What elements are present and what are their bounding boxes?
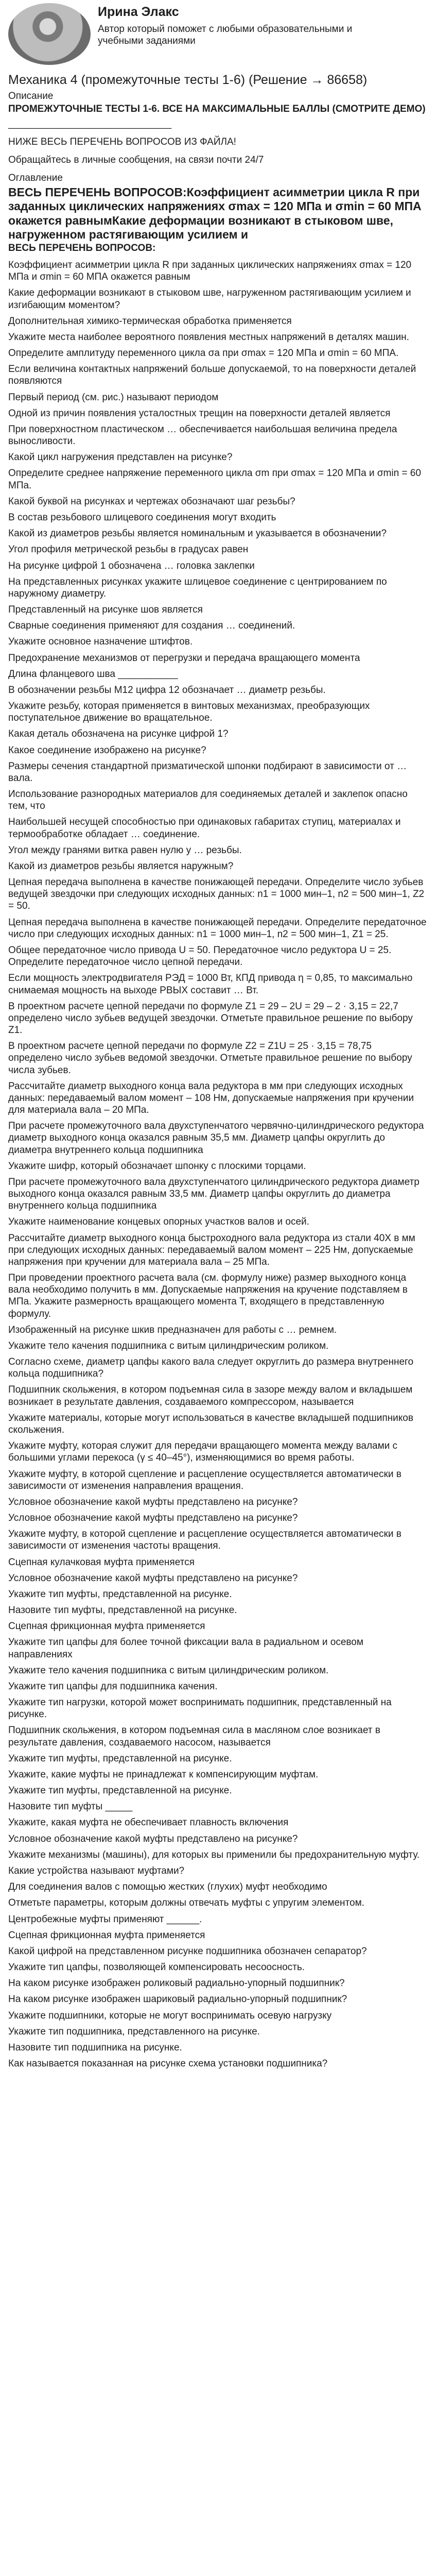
question-item: Для соединения валов с помощью жестких (глухих) муфт необходимо — [8, 1882, 327, 1893]
question-item: Использование разнородных материалов для соединяемых деталей и заклепок опасно тем, что — [8, 789, 408, 812]
divider-line: ______________________________ — [8, 118, 172, 129]
question-item: Какой из диаметров резьбы является наружным? — [8, 860, 234, 872]
question-item: Угол между гранями витка равен нулю у … резьбы. — [8, 844, 242, 856]
question-item: На представленных рисунках укажите шлицевое соединение с центрированием по наружному диаметру. — [8, 576, 387, 599]
question-item: В проектном расчете цепной передачи по формуле Z2 = Z1U = 25 · 3,15 = 78,75 определено число зубьев ведомой звездочки. Отметьте правильное решение по выбору числа зубьев. — [8, 1041, 412, 1076]
question-item: Согласно схеме, диаметр цапфы какого вала следует округлить до размера внутреннего кольца подшипника? — [8, 1357, 414, 1380]
question-item: Укажите тип цапфы для подшипника качения. — [8, 1681, 218, 1692]
question-item: Сцепная фрикционная муфта применяется — [8, 1621, 205, 1632]
question-item: Цепная передача выполнена в качестве понижающей передачи. Определите передаточное число при следующих исходных данных: n1 = 1000 мин–1, n2 = 500 мин–1, Z1 = 25. — [8, 917, 427, 940]
question-item: Укажите материалы, которые могут использоваться в качестве вкладышей подшипников скольжения. — [8, 1412, 413, 1435]
question-item: Подшипник скольжения, в котором подъемная сила в масляном слое возникает в результате давления, создаваемого насосом, называется — [8, 1725, 380, 1748]
question-item: Рассчитайте диаметр выходного конца вала редуктора в мм при следующих исходных данных: передаваемый валом момент – 108 Нм, допускаемые напряжения при кручении для материала вала – 20 МПа. — [8, 1080, 414, 1116]
question-item: Укажите тип цапфы, позволяющей компенсировать несоосность. — [8, 1962, 305, 1973]
question-item: Центробежные муфты применяют ______. — [8, 1913, 202, 1925]
question-item: Сцепная фрикционная муфта применяется — [8, 1929, 205, 1941]
question-item: Коэффициент асимметрии цикла R при заданных циклических напряжениях σmax = 120 МПа и σmin = 60 МПА окажется равным — [8, 260, 412, 283]
question-item: Какой цикл нагружения представлен на рисунке? — [8, 452, 233, 463]
question-item: Подшипник скольжения, в котором подъемная сила в зазоре между валом и вкладышем возникает в результате давления, создаваемого компрессором, называется — [8, 1384, 413, 1408]
question-item: При проведении проектного расчета вала (см. формулу ниже) размер выходного конца вала необходимо получить в мм. Допускаемые напряжения на кручение подставляем в МПа. Укажите размерность вращающего момента Т, входящего в представленную формулу. — [8, 1273, 408, 1319]
question-item: На каком рисунке изображен шариковый радиально-упорный подшипник? — [8, 1994, 347, 2005]
question-item: Размеры сечения стандартной призматической шпонки подбирают в зависимости от … вала. — [8, 760, 407, 784]
question-item: Укажите подшипники, которые не могут воспринимать осевую нагрузку — [8, 2010, 332, 2021]
question-item: Какой цифрой на представленном рисунке подшипника обозначен сепаратор? — [8, 1945, 367, 1957]
question-item: Укажите муфту, в которой сцепление и расцепление осуществляется автоматически в зависимости от изменения частоты вращения. — [8, 1529, 402, 1552]
question-item: Условное обозначение какой муфты представлено на рисунке? — [8, 1572, 298, 1584]
question-list — [8, 259, 428, 2070]
question-item: Какой из диаметров резьбы является номинальным и указывается в обозначении? — [8, 528, 387, 539]
question-item: Как называется показанная на рисунке схема установки подшипника? — [8, 2058, 328, 2070]
page-title: Механика 4 (промежуточные тесты 1-6) (Решение → 86658) — [8, 73, 368, 87]
question-item: Цепная передача выполнена в качестве понижающей передачи. Определите число зубьев ведущей звездочки при следующих исходных данных: n1 = 1000 мин–1, n2 = 500 мин–1, Z2 = 50. — [8, 877, 425, 912]
question-item: Общее передаточное число привода U = 50. Передаточное число редуктора U = 25. Определите передаточное число цепной передачи. — [8, 944, 392, 968]
question-item: Какие устройства называют муфтами? — [8, 1865, 185, 1876]
question-item: Укажите муфту, которая служит для передачи вращающего момента между валами с большими углами перекоса (γ ≤ 40–45°), изменяющимися во время работы. — [8, 1440, 398, 1464]
description-heading: ПРОМЕЖУТОЧНЫЕ ТЕСТЫ 1-6. ВСЕ НА МАКСИМАЛЬНЫЕ БАЛЛЫ (СМОТРИТЕ ДЕМО) — [8, 103, 426, 114]
question-item: Какое соединение изображено на рисунке? — [8, 744, 206, 756]
question-item: Угол профиля метрической резьбы в градусах равен — [8, 544, 249, 555]
question-item: Дополнительная химико-термическая обработка применяется — [8, 315, 292, 327]
question-item: В состав резьбового шлицевого соединения могут входить — [8, 512, 276, 523]
question-item: Назовите тип муфты _____ — [8, 1801, 133, 1812]
question-item: Условное обозначение какой муфты представлено на рисунке? — [8, 1496, 298, 1507]
question-item: При расчете промежуточного вала двухступенчатого цилиндрического редуктора диаметр выходного конца оказался равным 33,5 мм. Диаметр цапфы округлить до диаметра внутреннего кольца подшипника — [8, 1176, 420, 1212]
question-item: Какие деформации возникают в стыковом шве, нагруженном растягивающим усилием и изгибающим моментом? — [8, 287, 411, 311]
question-item: Укажите тип подшипника, представленного на рисунке. — [8, 2026, 260, 2037]
question-item: Укажите тип муфты, представленной на рисунке. — [8, 1753, 232, 1764]
author-description: Автор который поможет с любыми образовательными и учебными заданиями — [98, 23, 353, 47]
question-item: Условное обозначение какой муфты представлено на рисунке? — [8, 1833, 298, 1844]
question-item: Определите среднее напряжение переменного цикла σm при σmax = 120 МПа и σmin = 60 МПа. — [8, 468, 421, 491]
question-item: Первый период (см. рис.) называют периодом — [8, 392, 219, 403]
question-item: Укажите механизмы (машины), для которых вы применили бы предохранительную муфту. — [8, 1849, 420, 1860]
author-header — [8, 3, 428, 65]
question-item: Какая деталь обозначена на рисунке цифрой 1? — [8, 728, 229, 740]
question-item: Представленный на рисунке шов является — [8, 604, 203, 616]
author-name[interactable]: Ирина Элакс — [98, 5, 179, 19]
question-item: Укажите основное назначение штифтов. — [8, 636, 193, 648]
toc-subheading: ВЕСЬ ПЕРЕЧЕНЬ ВОПРОСОВ: — [8, 242, 156, 253]
question-item: Укажите шифр, который обозначает шпонку с плоскими торцами. — [8, 1160, 306, 1172]
question-item: Укажите, какая муфта не обеспечивает плавность включения — [8, 1817, 289, 1828]
question-item: Укажите тип муфты, представленной на рисунке. — [8, 1588, 232, 1600]
question-item: Укажите тело качения подшипника с витым цилиндрическим роликом. — [8, 1665, 329, 1676]
question-item: Одной из причин появления усталостных трещин на поверхности деталей является — [8, 408, 391, 419]
question-item: В обозначении резьбы М12 цифра 12 обозначает … диаметр резьбы. — [8, 684, 326, 696]
question-item: Определите амплитуду переменного цикла σа при σmax = 120 МПа и σmin = 60 МПА. — [8, 348, 399, 359]
question-item: Укажите тип цапфы для более точной фиксации вала в радиальном и осевом направлениях — [8, 1637, 363, 1660]
notice-all-questions: НИЖЕ ВЕСЬ ПЕРЕЧЕНЬ ВОПРОСОВ ИЗ ФАЙЛА! — [8, 137, 236, 148]
question-item: Укажите муфту, в которой сцепление и расцепление осуществляется автоматически в зависимости от изменения направления вращения. — [8, 1468, 402, 1492]
question-item: В проектном расчете цепной передачи по формуле Z1 = 29 – 2U = 29 – 2 · 3,15 = 22,7 определено число зубьев ведущей звездочки. Отметьте правильное решение по выбору Z1. — [8, 1001, 413, 1036]
question-item: Укажите тело качения подшипника с витым цилиндрическим роликом. — [8, 1340, 329, 1351]
question-item: Укажите тип нагрузки, которой может воспринимать подшипник, представленный на рисунке. — [8, 1697, 392, 1720]
question-item: Длина фланцевого шва ___________ — [8, 668, 178, 680]
question-item: Сцепная кулачковая муфта применяется — [8, 1556, 195, 1568]
notice-contact: Обращайтесь в личные сообщения, на связи почти 24/7 — [8, 155, 264, 166]
question-item: При расчете промежуточного вала двухступенчатого червячно-цилиндрического редуктора диаметр выходного конца оказался равным 35,5 мм. Диаметр цапфы округлить до диаметра внутреннего кольца подшипника — [8, 1121, 424, 1156]
author-info — [98, 3, 386, 47]
description-label: Описание — [8, 90, 54, 101]
toc-heading: ВЕСЬ ПЕРЕЧЕНЬ ВОПРОСОВ:Коэффициент асимметрии цикла R при заданных циклических напряжениях σmax = 120 МПа и σmin = 60 МПА окажется равнымКакие деформации возникают в стыковом шве, нагруженном растягивающим усилием и — [8, 185, 422, 242]
question-item: Укажите наименование концевых опорных участков валов и осей. — [8, 1216, 309, 1228]
question-item: Условное обозначение какой муфты представлено на рисунке? — [8, 1513, 298, 1524]
question-item: Назовите тип подшипника на рисунке. — [8, 2042, 182, 2053]
question-item: Сварные соединения применяют для создания … соединений. — [8, 620, 295, 632]
question-item: Отметьте параметры, которым должны отвечать муфты с упругим элементом. — [8, 1897, 364, 1909]
question-item: Какой буквой на рисунках и чертежах обозначают шаг резьбы? — [8, 496, 295, 507]
question-item: Укажите тип муфты, представленной на рисунке. — [8, 1785, 232, 1797]
author-avatar[interactable] — [8, 3, 91, 65]
question-item: При поверхностном пластическом … обеспечивается наибольшая величина предела выносливости. — [8, 423, 397, 447]
question-item: На каком рисунке изображен роликовый радиально-упорный подшипник? — [8, 1978, 345, 1989]
question-item: Укажите места наиболее вероятного появления местных напряжений в деталях машин. — [8, 331, 409, 343]
question-item: Назовите тип муфты, представленной на рисунке. — [8, 1605, 237, 1616]
question-item: Если мощность электродвигателя РЭД = 1000 Вт, КПД привода η = 0,85, то максимально снимаемая мощность на выходе РВЫХ составит … Вт. — [8, 973, 413, 996]
question-item: Рассчитайте диаметр выходного конца быстроходного вала редуктора из стали 40Х в мм при следующих исходных данных: передаваемый валом момент – 225 Нм, допускаемые напряжения при кручении для материала вала – 25 МПа. — [8, 1232, 415, 1267]
question-item: Предохранение механизмов от перегрузки и передача вращающего момента — [8, 652, 360, 664]
question-item: Укажите, какие муфты не принадлежат к компенсирующим муфтам. — [8, 1769, 319, 1780]
question-item: На рисунке цифрой 1 обозначена … головка заклепки — [8, 560, 255, 571]
question-item: Если величина контактных напряжений больше допускаемой, то на поверхности деталей появляются — [8, 364, 416, 387]
toc-label: Оглавление — [8, 173, 63, 184]
question-item: Изображенный на рисунке шкив предназначен для работы с … ремнем. — [8, 1324, 337, 1335]
question-item: Наибольшей несущей способностью при одинаковых габаритах ступиц, материалах и термообработке обладает … соединение. — [8, 817, 401, 840]
question-item: Укажите резьбу, которая применяется в винтовых механизмах, преобразующих поступательное движение во вращательное. — [8, 701, 370, 724]
